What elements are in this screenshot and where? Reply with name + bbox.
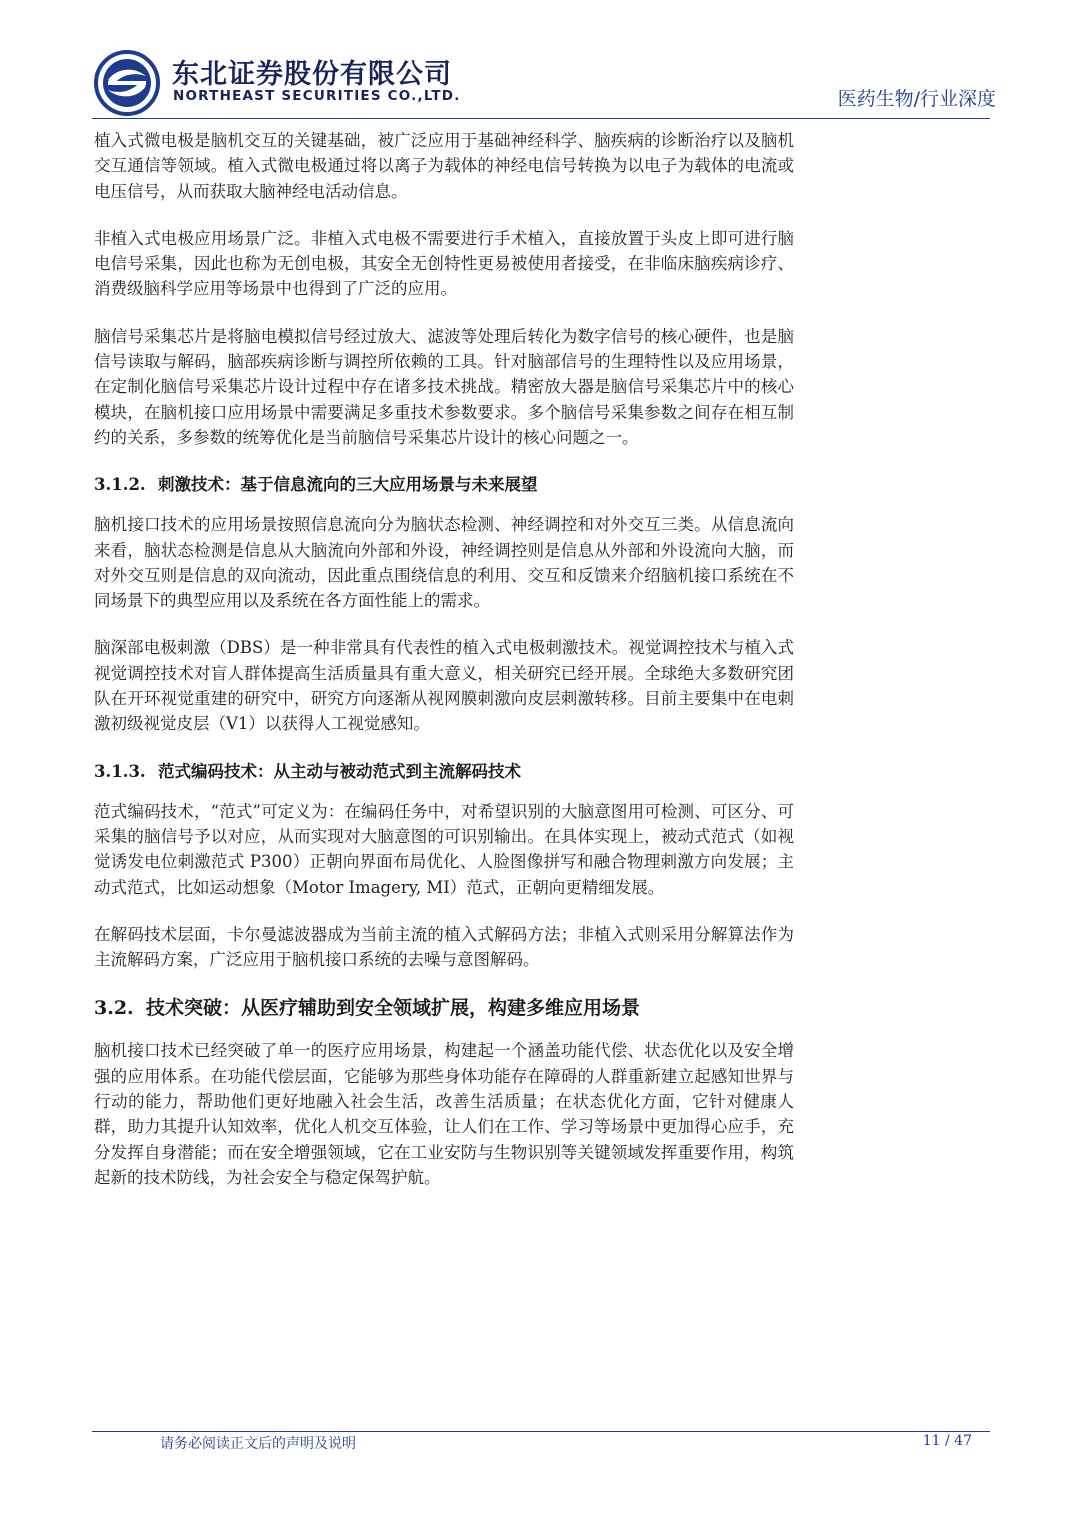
heading-3-2 xyxy=(94,994,794,1022)
paragraph-paradigm-encoding: 范式编码技术，“范式”可定义为：在编码任务中，对希望识别的大脑意图用可检测、可区分、可采集的脑信号予以对应，从而实现对大脑意图的可识别输出。在具体实现上，被动式范式（如视觉诱发电位刺激范式 P300）正朝向界面布局优化、人脸图像拼写和融合物理刺激方向发展；主动式范式，比如运动想象（Motor Imagery, MI）范式，正朝向更精细发展。 xyxy=(94,801,794,897)
paragraph-application-scenarios: 脑机接口技术的应用场景按照信息流向分为脑状态检测、神经调控和对外交互三类。从信息流向来看，脑状态检测是信息从大脑流向外部和外设，神经调控则是信息从外部和外设流向大脑，而对外交互则是信息的双向流动，因此重点围绕信息的利用、交互和反馈来介绍脑机接口系统在不同场景下的典型应用以及系统在各方面性能上的需求。 xyxy=(94,515,794,611)
northeast-securities-logo-icon xyxy=(94,50,160,116)
paragraph-dbs: 脑深部电极刺激（DBS）是一种非常具有代表性的植入式电极刺激技术。视觉调控技术与植入式视觉调控技术对盲人群体提高生活质量具有重大意义，相关研究已经开展。全球绝大多数研究团队在开环视觉重建的研究中，研究方向逐渐从视网膜刺激向皮层刺激转移。目前主要集中在电刺激初级视觉皮层（V1）以获得人工视觉感知。 xyxy=(94,638,794,734)
heading-title: 范式编码技术：从主动与被动范式到主流解码技术 xyxy=(158,761,521,781)
heading-3-1-2 xyxy=(94,472,794,498)
paragraph-decoding: 在解码技术层面，卡尔曼滤波器成为当前主流的植入式解码方法；非植入式则采用分解算法作为主流解码方案，广泛应用于脑机接口系统的去噪与意图解码。 xyxy=(94,924,794,970)
page-header xyxy=(92,42,1000,118)
heading-number: 3.2. xyxy=(94,997,134,1020)
company-name-cn: 东北证券股份有限公司 xyxy=(172,59,452,90)
footer-disclaimer: 请务必阅读正文后的声明及说明 xyxy=(160,1436,356,1452)
report-body xyxy=(94,128,794,1212)
heading-3-1-3 xyxy=(94,759,794,785)
page-number: 11 / 47 xyxy=(922,1433,972,1449)
paragraph-technology-breakthrough: 脑机接口技术已经突破了单一的医疗应用场景，构建起一个涵盖功能代偿、状态优化以及安全增强的应用体系。在功能代偿层面，它能够为那些身体功能存在障碍的人群重新建立起感知世界与行动的能力，帮助他们更好地融入社会生活，改善生活质量；在状态优化方面，它针对健康人群，助力其提升认知效率，优化人机交互体验，让人们在工作、学习等场景中更加得心应手，充分发挥自身潜能；而在安全增强领域，它在工业安防与生物识别等关键领域发挥重要作用，构筑起新的技术防线，为社会安全与稳定保驾护航。 xyxy=(94,1041,794,1187)
paragraph-implantable-electrodes: 植入式微电极是脑机交互的关键基础，被广泛应用于基础神经科学、脑疾病的诊断治疗以及脑机交互通信等领域。植入式微电极通过将以离子为载体的神经电信号转换为以电子为载体的电流或电压信号，从而获取大脑神经电活动信息。 xyxy=(94,131,794,201)
report-category: 医药生物/行业深度 xyxy=(837,88,996,110)
header-divider xyxy=(92,118,990,119)
heading-number: 3.1.2. xyxy=(94,475,146,495)
company-name-en: NORTHEAST SECURITIES CO.,LTD. xyxy=(173,88,461,104)
paragraph-signal-acquisition-chip: 脑信号采集芯片是将脑电模拟信号经过放大、滤波等处理后转化为数字信号的核心硬件，也是脑信号读取与解码，脑部疾病诊断与调控所依赖的工具。针对脑部信号的生理特性以及应用场景，在定制化脑信号采集芯片设计过程中存在诸多技术挑战。精密放大器是脑信号采集芯片中的核心模块，在脑机接口应用场景中需要满足多重技术参数要求。多个脑信号采集参数之间存在相互制约的关系，多参数的统筹优化是当前脑信号采集芯片设计的核心问题之一。 xyxy=(94,326,794,447)
heading-number: 3.1.3. xyxy=(94,761,146,781)
footer-divider xyxy=(92,1431,990,1432)
paragraph-non-implantable-electrodes: 非植入式电极应用场景广泛。非植入式电极不需要进行手术植入，直接放置于头皮上即可进行脑电信号采集，因此也称为无创电极，其安全无创特性更易被使用者接受，在非临床脑疾病诊疗、消费级脑科学应用等场景中也得到了广泛的应用。 xyxy=(94,228,794,299)
heading-title: 技术突破：从医疗辅助到安全领域扩展，构建多维应用场景 xyxy=(146,997,641,1020)
heading-title: 刺激技术：基于信息流向的三大应用场景与未来展望 xyxy=(158,475,538,495)
